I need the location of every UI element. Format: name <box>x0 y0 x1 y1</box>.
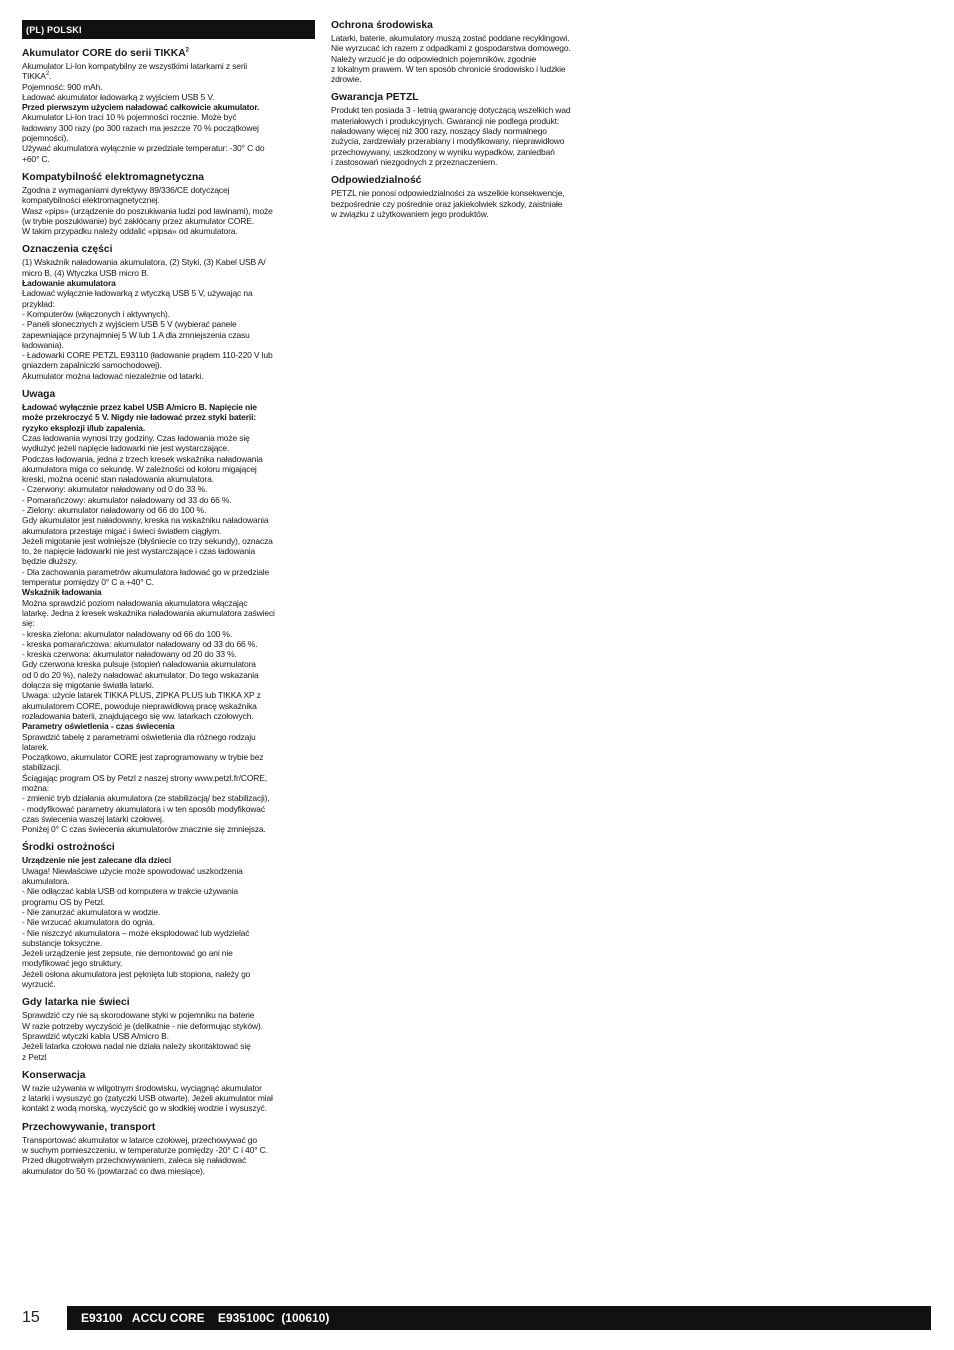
text-line <box>22 1021 315 1031</box>
line-text: - Zielony: akumulator naładowany od 66 do 100 %. <box>22 504 207 515</box>
line-text: Podczas ładowania, jedna z trzech kresek wskaźnika naładowania <box>22 453 263 464</box>
text-line <box>22 928 315 938</box>
line-text: Produkt ten posiada 3 - letnią gwarancję dotyczącą wszelkich wad <box>331 105 571 116</box>
text-line <box>22 793 315 803</box>
text-line <box>22 1041 315 1051</box>
line-text: - Ładowarki CORE PETZL E93110 (ładowanie prądem 110-220 V lub <box>22 350 273 361</box>
section-gwarancja-petzl <box>331 92 614 167</box>
section-gdy-latarka-nie-swieci <box>22 997 315 1061</box>
line-text: ryzyko eksplozji i/lub zapalenia. <box>22 422 146 433</box>
line-text: akumulatora. <box>22 876 70 887</box>
line-text: Ładować wyłącznie ładowarką z wtyczką USB 5 V, używając na <box>22 288 253 299</box>
line-text: Używać akumulatora wyłącznie w przedziale temperatur: -30° C do <box>22 143 265 154</box>
bold-text-line <box>22 587 315 597</box>
section-konserwacja <box>22 1070 315 1114</box>
text-line <box>331 74 614 84</box>
line-text: Gdy akumulator jest naładowany, kreska na wskaźniku naładowania <box>22 515 269 526</box>
section-heading-text: Konserwacja <box>22 1069 86 1081</box>
line-text: ładowania). <box>22 339 64 350</box>
superscript: 2 <box>185 47 189 54</box>
line-text: stabilizacji. <box>22 762 62 773</box>
line-text: - Nie wrzucać akumulatora do ognia. <box>22 917 155 928</box>
section-body <box>22 185 315 236</box>
line-text: może przekroczyć 5 V. Nigdy nie ładować przez styki baterii: <box>22 412 256 423</box>
section-body <box>331 188 614 219</box>
line-text: programu OS by Petzl. <box>22 896 105 907</box>
line-text: z latarki i wysuszyć go (zatyczki USB otwarte). Jeżeli akumulator miał <box>22 1093 273 1104</box>
line-text: Gdy czerwona kreska pulsuje (stopień naładowania akumulatora <box>22 659 256 670</box>
text-line <box>22 1145 315 1155</box>
section-kompatybilnosc-elektromagnetyczna <box>22 172 315 236</box>
line-text: w związku z użytkowaniem jego produktów. <box>331 208 489 219</box>
line-text: Latarki, baterie, akumulatory muszą zostać poddane recyklingowi. <box>331 33 570 43</box>
text-line <box>22 742 315 752</box>
text-line <box>22 969 315 979</box>
text-line <box>22 61 315 71</box>
text-line <box>22 762 315 772</box>
text-line <box>22 618 315 628</box>
line-text: - Nie odłączać kabla USB od komputera w trakcie używania <box>22 886 239 897</box>
line-text: przechowywany, uszkodzony w wyniku wypadków, zaniedbań <box>331 146 555 157</box>
line-text: W razie używania w wilgotnym środowisku, wyciągnąć akumulator <box>22 1082 262 1093</box>
line-text: zużycia, zardzewiały przerabiany i modyfikowany, nieprawidłowo <box>331 136 565 147</box>
section-heading-text: Odpowiedzialność <box>331 175 422 187</box>
text-line <box>22 82 315 92</box>
text-line <box>22 1135 315 1145</box>
line-text: +60° C. <box>22 153 50 164</box>
line-text: akumulator do 50 % (powtarzać co dwa miesiące). <box>22 1165 205 1176</box>
line-text: akumulatora miga co sekundę. W zależności od koloru migającej <box>22 463 257 474</box>
line-text: Sprawdzić tabelę z parametrami oświetlenia dla różnego rodzaju <box>22 731 256 742</box>
section-heading <box>22 172 315 184</box>
text-line <box>22 433 315 443</box>
text-line <box>22 464 315 474</box>
line-text: wyrzucić. <box>22 979 56 990</box>
line-text: (1) Wskaźnik naładowania akumulatora, (2) Styki, (3) Kabel USB A/ <box>22 257 266 268</box>
line-text: - Nie zanurzać akumulatora w wodzie. <box>22 906 161 917</box>
text-line <box>22 608 315 618</box>
text-line <box>22 659 315 669</box>
line-text: Sprawdzić czy nie są skorodowane styki w pojemniku na baterie <box>22 1010 255 1021</box>
line-text: Wskaźnik ładowania <box>22 587 102 598</box>
line-text: z Petzl <box>22 1051 47 1062</box>
line-text: bezpośrednie czy pośrednie oraz jakiekolwiek szkody, zaistniałe <box>331 198 563 209</box>
line-text: Należy wrzucić je do odpowiednich pojemników, zgodnie <box>331 53 537 64</box>
text-line <box>22 112 315 122</box>
text-line <box>22 1010 315 1020</box>
line-text: Początkowo, akumulator CORE jest zaprogramowany w trybie bez <box>22 752 264 763</box>
section-heading-text: Akumulator CORE do serii TIKKA <box>22 48 186 59</box>
text-line <box>22 773 315 783</box>
line-text: akumulatorem CORE, powoduje nieprawidłową pracę wskaźnika <box>22 700 257 711</box>
text-line <box>22 92 315 102</box>
line-text: pojemności). <box>22 133 69 144</box>
line-text: Jeżeli urządzenie jest zepsute, nie demontować go ani nie <box>22 948 233 959</box>
section-heading-text: Kompatybilność elektromagnetyczna <box>22 171 204 183</box>
line-text: można: <box>22 783 49 793</box>
line-text: Ściągając program OS by Petzl z naszej strony www.petzl.fr/CORE, <box>22 772 268 783</box>
text-line <box>22 752 315 762</box>
line-text: Akumulator można ładować niezależnie od latarki. <box>22 370 204 381</box>
text-line <box>22 1166 315 1176</box>
text-line <box>22 556 315 566</box>
text-line <box>22 360 315 370</box>
section-heading <box>331 175 614 187</box>
text-line <box>22 948 315 958</box>
line-text: czas świecenia waszej latarki czołowej. <box>22 813 165 824</box>
text-line <box>331 64 614 74</box>
section-oznaczenia-czesci <box>22 244 315 381</box>
text-line <box>22 133 315 143</box>
section-odpowiedzialnosc <box>331 175 614 219</box>
line-text: - Dla zachowania parametrów akumulatora ładować go w przedziale <box>22 566 270 577</box>
text-line <box>22 268 315 278</box>
section-heading-text: Przechowywanie, transport <box>22 1121 156 1133</box>
line-text: - Pomarańczowy: akumulator naładowany od 33 do 66 %. <box>22 494 232 505</box>
line-text: Jeżeli migotanie jest wolniejsze (błyśniecie co trzy sekundy), oznacza <box>22 535 273 546</box>
text-line <box>22 299 315 309</box>
text-line <box>22 701 315 711</box>
text-line <box>22 505 315 515</box>
line-text: micro B, (4) Wtyczka USB micro B. <box>22 267 149 278</box>
line-text: - kreska czerwona: akumulator naładowany od 20 do 33 %. <box>22 649 237 660</box>
text-line <box>22 907 315 917</box>
line-text: Parametry oświetlenia - czas świecenia <box>22 721 175 732</box>
text-line <box>22 546 315 556</box>
text-line <box>22 639 315 649</box>
text-line <box>22 330 315 340</box>
section-heading <box>22 244 315 256</box>
bold-text-line <box>22 412 315 422</box>
text-line <box>331 199 614 209</box>
line-text: Ładować akumulator ładowarką z wyjściem USB 5 V. <box>22 91 215 102</box>
text-line <box>22 515 315 525</box>
bold-text-line <box>22 423 315 433</box>
line-text: Zgodna z wymaganiami dyrektywy 89/336/CE dotyczącej <box>22 184 230 195</box>
text-line <box>22 71 315 81</box>
line-text: Transportować akumulator w latarce czołowej, przechowywać go <box>22 1134 257 1145</box>
line-text: - Komputerów (włączonych i aktywnych). <box>22 308 170 319</box>
text-line <box>331 209 614 219</box>
line-text: Akumulator Li-Ion traci 10 % pojemności rocznie. Może być <box>22 112 237 123</box>
text-line <box>22 226 315 236</box>
line-text: substancje toksyczne. <box>22 937 103 948</box>
section-przechowywanie-transport <box>22 1122 315 1176</box>
line-text: to, że napięcie ładowarki nie jest wystarczające i czas ładowania <box>22 546 256 557</box>
text-line <box>22 690 315 700</box>
section-heading <box>22 1122 315 1134</box>
bold-text-line <box>22 721 315 731</box>
line-text: Czas ładowania wynosi trzy godziny. Czas ładowania może się <box>22 432 250 443</box>
line-text: od 0 do 20 %), należy naładować akumulator. Do tego wskazania <box>22 669 259 680</box>
line-text: ładowany 300 razy (po 300 razach ma jeszcze 70 % początkowej <box>22 122 259 133</box>
text-line <box>22 350 315 360</box>
text-line <box>22 680 315 690</box>
text-line <box>22 897 315 907</box>
section-ochrona-srodowiska <box>331 20 614 84</box>
text-line <box>331 136 614 146</box>
text-line <box>331 33 614 43</box>
line-text: modyfikować jego struktury. <box>22 958 123 969</box>
text-line <box>22 886 315 896</box>
text-line <box>22 876 315 886</box>
page-number: 15 <box>22 1309 40 1326</box>
right-sections <box>331 20 614 219</box>
section-srodki-ostroznosci <box>22 842 315 989</box>
text-line <box>22 824 315 834</box>
line-text: Przed pierwszym użyciem naładować całkowicie akumulator. <box>22 102 260 113</box>
text-line <box>22 143 315 153</box>
line-text: - Paneli słonecznych z wyjściem USB 5 V (wybierać panele <box>22 319 237 330</box>
line-text: W razie potrzeby wyczyścić je (delikatnie - nie deformując styków). <box>22 1020 263 1031</box>
section-heading <box>22 842 315 854</box>
text-line <box>331 188 614 198</box>
section-heading-text: Środki ostrożności <box>22 842 115 854</box>
footer-product-code: E93100 ACCU CORE E935100C (100610) <box>67 1306 931 1330</box>
line-text: Pojemność: 900 mAh. <box>22 81 103 92</box>
text-line <box>22 1155 315 1165</box>
text-line <box>331 126 614 136</box>
text-line <box>22 598 315 608</box>
line-text: Można sprawdzić poziom naładowania akumulatora włączając <box>22 597 248 608</box>
section-body <box>22 1010 315 1061</box>
line-text: kreski, można ocenić stan naładowania akumulatora. <box>22 474 214 485</box>
line-text: Akumulator Li-Ion kompatybilny ze wszystkimi latarkami z serii <box>22 61 247 71</box>
section-body <box>22 402 315 834</box>
text-line <box>22 319 315 329</box>
page-footer <box>22 1306 931 1330</box>
line-text: zapewniające przynajmniej 5 W lub 1 A dla zmniejszenia czasu <box>22 329 250 340</box>
line-text: PETZL nie ponosi odpowiedzialności za wszelkie konsekwencje, <box>331 188 565 199</box>
bold-text-line <box>22 855 315 865</box>
section-heading <box>331 92 614 104</box>
text-line <box>331 116 614 126</box>
text-line <box>22 484 315 494</box>
language-header: (PL) POLSKI <box>22 20 315 39</box>
text-line <box>22 814 315 824</box>
line-text: Uwaga: użycie latarek TIKKA PLUS, ZIPKA PLUS lub TIKKA XP z <box>22 690 261 701</box>
line-text: Uwaga! Niewłaściwe użycie może spowodować uszkodzenia <box>22 865 243 876</box>
line-text: kontakt z wodą morską, wyczyścić go w słodkiej wodzie i wysuszyć. <box>22 1103 267 1114</box>
line-text: Ładować wyłącznie przez kabel USB A/micro B. Napięcie nie <box>22 402 257 413</box>
line-text: TIKKA <box>22 71 46 82</box>
line-text: - kreska pomarańczowa: akumulator naładowany od 33 do 66 %. <box>22 638 258 649</box>
bold-text-line <box>22 102 315 112</box>
left-sections <box>22 48 315 1176</box>
text-line <box>22 443 315 453</box>
line-text: materiałowych i produkcyjnych. Gwarancji nie podlega produkt: <box>331 115 560 126</box>
text-line <box>22 454 315 464</box>
line-text: - zmienić tryb działania akumulatora (ze stabilizacją/ bez stabilizacji), <box>22 793 270 804</box>
text-line <box>22 371 315 381</box>
section-heading-text: Gdy latarka nie świeci <box>22 997 130 1009</box>
line-suffix: . <box>49 71 52 82</box>
text-line <box>22 629 315 639</box>
text-line <box>331 43 614 53</box>
text-line <box>22 309 315 319</box>
line-text: - Czerwony: akumulator naładowany od 0 do 33 %. <box>22 484 208 495</box>
section-heading <box>22 48 315 60</box>
right-column <box>331 20 614 227</box>
line-text: będzie dłuższy. <box>22 556 78 567</box>
line-text: w suchym pomieszczeniu, w temperaturze pomiędzy -20° C i 40° C. <box>22 1145 268 1156</box>
line-text: Ładowanie akumulatora <box>22 278 116 289</box>
bold-text-line <box>22 278 315 288</box>
text-line <box>22 536 315 546</box>
line-text: naładowany więcej niż 300 razy, noszący ślady normalnego <box>331 126 547 137</box>
line-text: Urządzenie nie jest zalecane dla dzieci <box>22 855 172 866</box>
text-line <box>22 288 315 298</box>
line-text: - kreska zielona: akumulator naładowany od 66 do 100 %. <box>22 628 233 639</box>
line-text: W takim przypadku należy oddalić «pipsa» od akumulatora. <box>22 226 238 237</box>
text-line <box>22 216 315 226</box>
line-text: Sprawdzić wtyczki kabla USB A/micro B. <box>22 1030 169 1041</box>
line-text: się: <box>22 618 35 629</box>
section-akumulator-core-do-serii-tikka <box>22 48 315 164</box>
text-line <box>22 1093 315 1103</box>
text-line <box>22 866 315 876</box>
line-text: gniazdem zapalniczki samochodowej). <box>22 360 162 371</box>
text-line <box>22 670 315 680</box>
text-line <box>22 732 315 742</box>
text-line <box>22 526 315 536</box>
text-line <box>22 979 315 989</box>
section-heading <box>22 389 315 401</box>
line-text: przykład: <box>22 298 55 309</box>
line-text: - Nie niszczyć akumulatora – może eksplodować lub wydzielać <box>22 927 250 938</box>
text-line <box>22 1083 315 1093</box>
text-line <box>22 195 315 205</box>
section-body <box>331 105 614 167</box>
text-line <box>331 157 614 167</box>
line-text: latarkę. Jedna z kresek wskaźnika naładowania akumulatora zaświeci <box>22 607 275 618</box>
line-text: wydłużyć jeżeli napięcie ładowarki nie jest wystarczające. <box>22 443 230 454</box>
line-text: zdrowie. <box>331 74 362 85</box>
text-line <box>22 123 315 133</box>
bold-text-line <box>22 402 315 412</box>
text-line <box>22 711 315 721</box>
line-text: Przed długotrwałym przechowywaniem, zaleca się naładować <box>22 1155 247 1166</box>
line-text: temperatur pomiędzy 0° C a +40° C. <box>22 577 154 588</box>
text-line <box>22 917 315 927</box>
section-heading-text: Oznaczenia części <box>22 244 113 256</box>
section-body <box>22 855 315 989</box>
line-text: kompatybilności elektromagnetycznej. <box>22 195 160 206</box>
text-line <box>22 185 315 195</box>
section-body <box>22 1135 315 1176</box>
line-text: Jeżeli osłona akumulatora jest pęknięta lub stopiona, należy go <box>22 968 251 979</box>
line-text: (w trybie poszukiwanie) być zakłócany przez akumulator CORE. <box>22 215 254 226</box>
section-body <box>22 257 315 381</box>
text-line <box>22 577 315 587</box>
line-text: - modyfikować parametry akumulatora i w ten sposób modyfikować <box>22 803 265 814</box>
line-text: akumulatora przestaje migać i świeci światłem ciągłym. <box>22 525 222 536</box>
text-line <box>22 958 315 968</box>
text-line <box>22 495 315 505</box>
text-line <box>22 938 315 948</box>
line-text: Poniżej 0° C czas świecenia akumulatorów znacznie się zmniejsza. <box>22 824 266 835</box>
text-line <box>331 54 614 64</box>
section-heading <box>331 20 614 32</box>
text-line <box>22 1052 315 1062</box>
text-line <box>22 340 315 350</box>
superscript: 2 <box>45 71 49 78</box>
text-line <box>331 105 614 115</box>
text-line <box>331 147 614 157</box>
line-text: Jeżeli latarka czołowa nadal nie działa należy skontaktować się <box>22 1041 251 1052</box>
text-line <box>22 649 315 659</box>
section-body <box>22 1083 315 1114</box>
line-text: z lokalnym prawem. W ten sposób chronicie środowisko i ludzkie <box>331 63 566 74</box>
text-line <box>22 257 315 267</box>
text-line <box>22 1031 315 1041</box>
line-text: dołącza się migotanie światła latarki. <box>22 680 154 691</box>
section-body <box>331 33 614 84</box>
section-body <box>22 61 315 164</box>
section-uwaga <box>22 389 315 834</box>
line-text: i zastosowań niezgodnych z przeznaczeniem. <box>331 156 498 167</box>
section-heading <box>22 1070 315 1082</box>
section-heading-text: Gwarancja PETZL <box>331 92 419 104</box>
line-text: Wasz «pips» (urządzenie do poszukiwania ludzi pod lawinami), może <box>22 205 273 216</box>
line-text: rozładowania baterii, znajdującego się ww. latarkach czołowych. <box>22 710 254 721</box>
section-heading <box>22 997 315 1009</box>
text-line <box>22 1103 315 1113</box>
text-line <box>22 206 315 216</box>
text-line <box>22 154 315 164</box>
text-line <box>22 567 315 577</box>
text-line <box>22 783 315 793</box>
left-column <box>22 20 315 1184</box>
text-line <box>22 804 315 814</box>
section-heading-text: Uwaga <box>22 389 56 401</box>
line-text: latarek. <box>22 741 49 752</box>
text-line <box>22 474 315 484</box>
section-heading-text: Ochrona środowiska <box>331 20 433 31</box>
line-text: Nie wyrzucać ich razem z odpadkami z gospodarstwa domowego. <box>331 43 571 54</box>
